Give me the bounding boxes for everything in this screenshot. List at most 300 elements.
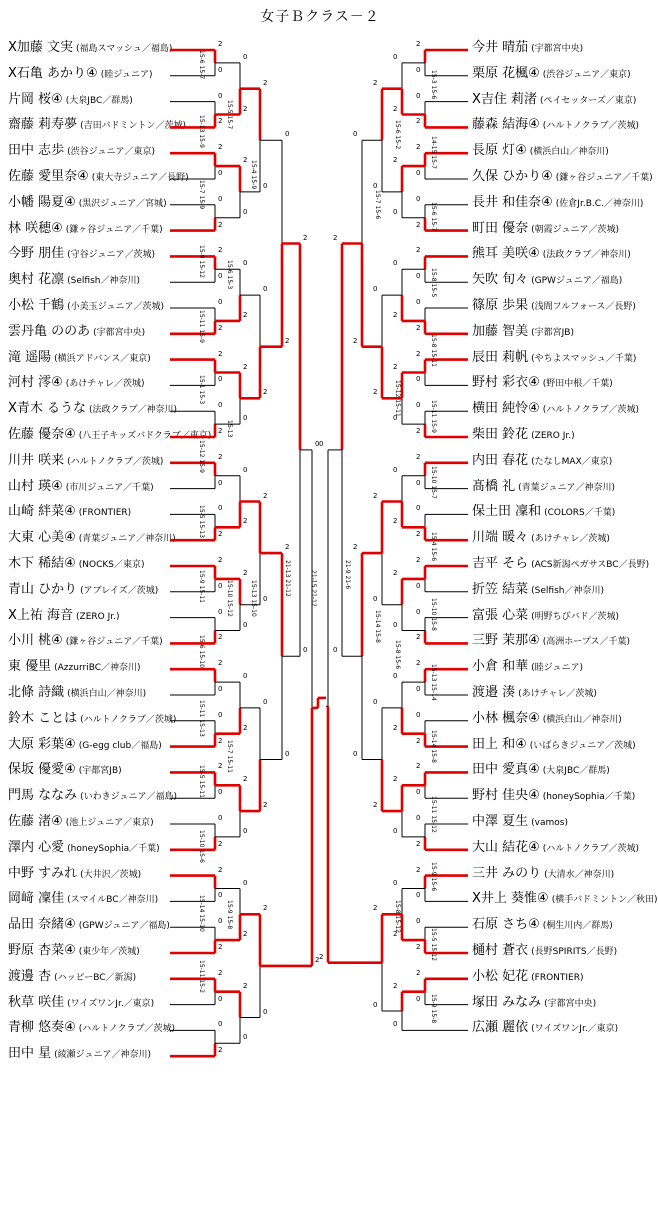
right-r1-score: 15-8 15-5 [430, 268, 437, 298]
player-name: X井上 葵惟④ [472, 891, 549, 907]
player-affiliation: (NOCKS／東京) [78, 560, 145, 570]
right-result-mark: 2 [416, 40, 421, 48]
player-affiliation: (朝霞ジュニア／茨城) [531, 224, 619, 235]
player-affiliation: (宇都宮JB) [531, 327, 574, 338]
left-result-mark: 2 [263, 78, 268, 87]
player-affiliation: (大泉JBC／群馬) [65, 95, 133, 106]
final-score: 21-15 21-12 [310, 570, 317, 607]
left-r1-score: 15-1 15-3 [198, 375, 205, 405]
left-result-mark: 2 [218, 40, 223, 48]
player-affiliation: (スマイルBC／神奈川) [67, 895, 159, 906]
left-result-mark: 2 [218, 556, 223, 564]
right-result-mark: 0 [373, 1001, 378, 1010]
right-result-mark: 0 [319, 439, 324, 448]
player-name: 片岡 桜④ [8, 91, 63, 107]
left-r1-score: 15-11 15-9 [198, 310, 205, 343]
player-name: 富張 心菜 [472, 607, 529, 623]
left-result-mark: 0 [218, 607, 223, 616]
right-result-mark: 0 [393, 826, 398, 835]
right-result-mark: 0 [353, 749, 358, 758]
left-result-mark: 2 [218, 943, 223, 951]
right-r1-score: 15-4 15-6 [430, 532, 437, 562]
left-result-mark: 2 [218, 736, 223, 745]
right-result-mark: 0 [373, 594, 378, 603]
player-name: 東 優里 [8, 659, 52, 675]
player-name: X石亀 あかり④ [8, 65, 98, 81]
player-affiliation: (いわきジュニア／福島) [80, 792, 177, 803]
right-r1-score: 15-3 15-6 [430, 70, 437, 100]
left-result-mark: 2 [218, 633, 223, 642]
player-affiliation: (鎌ヶ谷ジュニア／千葉) [65, 224, 163, 235]
left-r1-score: 15-10 15-6 [198, 830, 205, 863]
left-result-mark: 0 [218, 194, 223, 203]
right-result-mark: 2 [416, 220, 421, 229]
right-result-mark: 0 [416, 891, 421, 900]
left-result-mark: 0 [285, 749, 290, 758]
player-affiliation: (池上ジュニア／東京) [65, 818, 154, 828]
player-name: 辰田 莉帆 [472, 349, 529, 365]
player-affiliation: (ZERO Jr.) [76, 611, 120, 622]
left-result-mark: 2 [243, 517, 248, 526]
right-result-mark: 2 [373, 904, 378, 913]
player-name: 鈴木 ことは [8, 710, 78, 726]
player-name: 小幡 陽夏④ [8, 194, 76, 210]
player-affiliation: (ワイズワンJr.／東京) [531, 1024, 619, 1035]
left-r2-score: 15-7 15-11 [226, 740, 233, 773]
player-name: 滝 遥陽 [8, 349, 52, 365]
right-result-mark: 2 [393, 517, 398, 526]
player-name: 大原 彩葉④ [8, 736, 76, 752]
player-affiliation: (桐生川内／群馬) [542, 921, 613, 932]
left-result-mark: 2 [218, 1046, 223, 1055]
player-affiliation: (明野ちびバド／茨城) [531, 611, 619, 622]
left-result-mark: 0 [218, 504, 223, 513]
left-result-mark: 2 [263, 491, 268, 500]
left-result-mark: 0 [218, 710, 223, 719]
right-result-mark: 0 [416, 917, 421, 926]
right-result-mark: 0 [416, 169, 421, 177]
left-result-mark: 0 [218, 891, 223, 900]
left-result-mark: 0 [243, 414, 248, 423]
right-result-mark: 2 [416, 323, 421, 332]
right-result-mark: 0 [416, 272, 421, 281]
right-r2-score: 15-8 15-6 [394, 640, 401, 670]
player-name: 久保 ひかり④ [472, 169, 553, 184]
player-name: 髙橋 礼 [472, 478, 516, 494]
player-name: 大山 結花④ [472, 839, 540, 855]
left-result-mark: 0 [243, 672, 248, 681]
player-affiliation: (吉田バドミントン／茨城) [80, 121, 186, 132]
left-result-mark: 2 [218, 349, 223, 358]
player-affiliation: (長野SPIRITS／長野) [531, 947, 618, 957]
right-r2-score: 15-12 15-11 [394, 380, 401, 417]
right-r1-score: 15-9 15-6 [430, 862, 437, 892]
player-affiliation: (高洲ホープス／千葉) [542, 637, 631, 648]
player-name: 小川 桃④ [8, 633, 63, 649]
left-result-mark: 2 [263, 388, 268, 397]
player-name: 田中 星 [8, 1046, 52, 1062]
left-result-mark: 0 [243, 465, 248, 474]
player-name: 木下 稀結④ [8, 556, 76, 571]
left-r1-score: 15-12 15-9 [198, 440, 205, 473]
left-result-mark: 0 [218, 169, 223, 177]
player-name: 小林 楓奈④ [472, 710, 540, 726]
left-result-mark: 2 [243, 723, 248, 732]
player-affiliation: (宇都宮JB) [78, 766, 122, 777]
player-name: 小松 千鶴 [8, 298, 65, 313]
player-name: 渡邊 杏 [8, 968, 52, 984]
player-name: 林 咲穂④ [8, 220, 63, 236]
player-affiliation: (ハルトノクラブ／茨城) [542, 843, 640, 854]
left-result-mark: 0 [243, 1033, 248, 1042]
player-affiliation: (FRONTIER) [78, 508, 132, 519]
left-result-mark: 2 [243, 104, 248, 113]
left-r4-score: 21-13 21-12 [284, 560, 291, 597]
right-r1-score: 15-11 15-9 [430, 400, 437, 433]
right-result-mark: 0 [393, 259, 398, 268]
player-affiliation: (鎌ヶ谷ジュニア／千葉) [65, 637, 163, 648]
right-r2-score: 15-8 15-12 [394, 900, 401, 933]
left-result-mark: 0 [218, 298, 223, 306]
player-affiliation: (福島スマッシュ／福島) [76, 44, 173, 54]
player-name: 野村 佳央④ [472, 788, 540, 804]
player-affiliation: (宇都宮中央) [93, 327, 146, 338]
left-result-mark: 0 [263, 285, 268, 294]
left-result-mark: 2 [263, 801, 268, 810]
player-affiliation: (GPWジュニア／福島) [78, 921, 170, 932]
left-r1-score: 15-11 15-2 [198, 960, 205, 993]
left-result-mark: 2 [243, 568, 248, 577]
player-affiliation: (法政クラブ／神奈川) [89, 405, 178, 416]
player-name: 川井 咲来 [8, 452, 65, 468]
player-affiliation: (COLORS／千葉) [544, 508, 616, 519]
player-affiliation: (Selfish／神奈川) [531, 585, 604, 596]
left-result-mark: 0 [218, 1020, 223, 1029]
player-name: 河村 澪④ [8, 375, 63, 391]
right-result-mark: 2 [416, 452, 421, 461]
right-r4-score: 21-9 21-6 [344, 560, 351, 590]
player-name: 長原 灯④ [472, 143, 527, 159]
player-name: 渡邉 湊 [472, 685, 516, 700]
player-affiliation: (大井沢／茨城) [80, 869, 142, 880]
left-r1-score: 15-13 15-9 [198, 115, 205, 148]
left-result-mark: 2 [218, 865, 223, 874]
player-affiliation: (ZERO Jr.) [531, 431, 575, 441]
right-result-mark: 0 [416, 685, 421, 693]
left-r1-score: 15-5 15-11 [198, 765, 205, 798]
left-r1-score: 15-7 15-9 [198, 180, 205, 210]
left-r2-score: 15-6 15-3 [226, 260, 233, 290]
left-result-mark: 2 [243, 981, 248, 990]
player-affiliation: (たなしMAX／東京) [531, 456, 613, 467]
left-result-mark: 0 [243, 52, 248, 61]
right-result-mark: 2 [353, 336, 358, 345]
player-affiliation: (横浜アドバンス／東京) [54, 353, 151, 364]
player-affiliation: (あけチャレ／茨城) [531, 534, 610, 545]
player-name: X加藤 文実 [8, 40, 74, 55]
left-result-mark: 0 [263, 1007, 268, 1016]
right-result-mark: 2 [416, 349, 421, 358]
player-affiliation: (honeySophia／千葉) [67, 843, 160, 854]
left-result-mark: 2 [303, 233, 308, 242]
player-affiliation: (ハッピーBC／新潟) [54, 972, 137, 983]
right-result-mark: 2 [393, 930, 398, 939]
right-result-mark: 0 [373, 285, 378, 294]
right-result-mark: 0 [393, 620, 398, 629]
player-name: 保土田 凜和 [472, 504, 542, 520]
player-name: 山崎 絆菜④ [8, 504, 76, 520]
player-affiliation: (市川ジュニア／千葉) [65, 482, 154, 493]
right-result-mark: 0 [353, 130, 358, 139]
right-r1-score: 15-5 15-12 [430, 928, 437, 961]
player-affiliation: (横浜白山／神奈川) [529, 147, 609, 158]
left-r1-score: 15-6 15-7 [198, 50, 205, 80]
page-title: 女子Ｂクラス－２ [260, 9, 380, 25]
player-affiliation: (ハルトノクラブ／茨城) [80, 714, 177, 725]
left-result-mark: 0 [218, 917, 223, 926]
player-name: 山村 瑛④ [8, 478, 63, 494]
left-result-mark: 2 [243, 310, 248, 319]
left-result-mark: 2 [218, 143, 223, 152]
left-result-mark: 0 [218, 581, 223, 590]
player-name: 町田 優奈 [472, 220, 529, 236]
right-result-mark: 0 [416, 375, 421, 384]
right-result-mark: 2 [393, 310, 398, 319]
player-name: 野原 杏菜④ [8, 943, 76, 958]
right-result-mark: 0 [416, 401, 421, 410]
right-result-mark: 2 [416, 427, 421, 435]
left-result-mark: 0 [218, 65, 223, 74]
player-name: 門馬 ななみ [8, 788, 78, 804]
left-r2-score: 15-9 15-8 [226, 900, 233, 930]
left-result-mark: 0 [263, 697, 268, 706]
left-result-mark: 0 [218, 478, 223, 487]
left-result-mark: 2 [243, 156, 248, 165]
right-result-mark: 0 [416, 994, 421, 1003]
right-result-mark: 0 [393, 465, 398, 474]
right-result-mark: 2 [416, 143, 421, 152]
right-result-mark: 2 [416, 659, 421, 668]
player-affiliation: (綾瀬ジュニア／神奈川) [54, 1050, 151, 1061]
player-name: X吉住 莉渚 [472, 91, 538, 107]
left-r1-score: 15-5 15-13 [198, 505, 205, 538]
left-result-mark: 0 [303, 646, 308, 655]
right-result-mark: 2 [373, 78, 378, 87]
player-affiliation: (横浜白山／神奈川) [542, 714, 622, 725]
right-result-mark: 2 [416, 968, 421, 977]
right-r1-score: 15-11 15-12 [430, 796, 437, 833]
player-name: 小倉 和華 [472, 659, 529, 675]
player-name: 野村 彩衣④ [472, 375, 540, 391]
right-r1-score: 15-14 15-8 [430, 730, 437, 763]
right-result-mark: 2 [416, 943, 421, 951]
player-name: 石原 さち④ [472, 917, 540, 933]
player-name: 田上 和④ [472, 736, 527, 752]
left-result-mark: 0 [285, 130, 290, 139]
player-affiliation: (渋谷ジュニア／東京) [67, 147, 155, 158]
right-result-mark: 2 [416, 556, 421, 564]
player-name: X上祐 海音 [8, 607, 74, 623]
left-result-mark: 0 [243, 826, 248, 835]
player-affiliation: (ハルトノクラブ／茨城) [542, 405, 640, 416]
player-affiliation: (アブレイズ／茨城) [80, 585, 159, 596]
left-result-mark: 2 [218, 659, 223, 668]
left-result-mark: 2 [218, 530, 223, 539]
player-affiliation: (いばらきジュニア／茨城) [529, 740, 636, 751]
left-r1-score: 15-14 15-10 [198, 895, 205, 932]
player-name: 佐藤 優奈④ [8, 427, 76, 442]
player-name: 三野 茉那④ [472, 633, 540, 649]
left-result-mark: 0 [263, 594, 268, 603]
player-name: 栗原 花楓④ [472, 65, 540, 81]
left-result-mark: 2 [218, 452, 223, 461]
player-affiliation: (ハルトノクラブ／茨城) [67, 456, 164, 467]
player-name: 加藤 智美 [472, 323, 529, 339]
left-r2-score: 15-5 15-7 [226, 100, 233, 130]
left-r3-score: 15-13 15-10 [250, 580, 257, 617]
left-result-mark: 0 [218, 375, 223, 384]
left-result-mark: 2 [243, 775, 248, 784]
player-affiliation: (FRONTIER) [531, 972, 584, 983]
player-affiliation: (宇都宮中央) [531, 44, 584, 54]
player-name: 青柳 悠奏④ [8, 1020, 76, 1036]
right-result-mark: 0 [393, 1020, 398, 1029]
right-r3-score: 15-7 15-6 [374, 190, 381, 220]
right-result-mark: 2 [333, 233, 338, 242]
player-affiliation: (やちよスマッシュ／千葉) [531, 353, 637, 364]
right-result-mark: 2 [373, 388, 378, 397]
left-result-mark: 2 [218, 220, 223, 229]
right-result-mark: 2 [416, 246, 421, 255]
player-name: X青木 るうな [8, 401, 87, 417]
player-affiliation: (ペイセッターズ／東京) [540, 95, 637, 106]
left-result-mark: 2 [285, 336, 290, 345]
player-name: 矢吹 旬々 [472, 272, 529, 288]
player-affiliation: (あけチャレ／茨城) [518, 689, 597, 699]
player-name: 齋藤 莉寿夢 [8, 117, 78, 133]
left-r1-score: 15-6 15-10 [198, 635, 205, 668]
player-affiliation: (青葉ジュニア／神奈川) [518, 482, 615, 493]
right-result-mark: 0 [416, 478, 421, 487]
right-result-mark: 0 [416, 65, 421, 74]
left-result-mark: 2 [218, 968, 223, 977]
player-name: 広瀬 麗依 [472, 1020, 529, 1036]
right-result-mark: 2 [416, 839, 421, 848]
player-name: 品田 奈緒④ [8, 917, 76, 933]
right-result-mark: 2 [393, 568, 398, 577]
player-affiliation: (横手バドミントン／秋田) [551, 895, 658, 906]
right-r3-score: 15-14 15-8 [374, 610, 381, 643]
right-r1-score: 15-13 15-14 [430, 664, 437, 701]
right-result-mark: 0 [416, 814, 421, 822]
right-result-mark: 0 [373, 181, 378, 190]
left-r1-score: 15-11 15-13 [198, 700, 205, 737]
right-result-mark: 0 [393, 878, 398, 887]
left-result-mark: 2 [243, 362, 248, 371]
left-result-mark: 2 [263, 904, 268, 913]
right-r1-score: 14-15 15-7 [430, 136, 437, 169]
player-affiliation: (honeySophia／千葉) [542, 792, 636, 803]
left-result-mark: 0 [243, 207, 248, 216]
left-r3-score: 15-4 15-9 [250, 160, 257, 190]
player-name: 雲丹亀 ののあ [8, 323, 91, 339]
right-r1-score: 15-9 15-8 [430, 994, 437, 1024]
player-affiliation: (睦ジュニア) [100, 69, 153, 80]
player-name: 藤森 結海④ [472, 117, 540, 133]
player-name: 中澤 夏生 [472, 814, 529, 829]
right-result-mark: 0 [393, 414, 398, 423]
left-result-mark: 0 [218, 685, 223, 693]
player-affiliation: (大泉JBC／群馬) [542, 766, 610, 777]
player-affiliation: (鎌ヶ谷ジュニア／千葉) [555, 173, 653, 183]
left-result-mark: 0 [218, 814, 223, 822]
right-result-mark: 2 [373, 801, 378, 810]
player-affiliation: (ワイズワンJr.／東京) [67, 998, 155, 1009]
player-affiliation: (大清水／神奈川) [544, 869, 615, 880]
player-affiliation: (野田中根／千葉) [542, 379, 613, 390]
right-result-mark: 2 [416, 117, 421, 126]
right-result-mark: 2 [353, 543, 358, 552]
right-result-mark: 0 [416, 607, 421, 616]
player-affiliation: (AzzurriBC／神奈川) [54, 663, 141, 674]
player-name: 折笠 結菜 [472, 581, 529, 597]
right-result-mark: 2 [319, 952, 324, 961]
player-name: 佐藤 渚④ [8, 814, 63, 829]
player-name: 小松 妃花 [472, 968, 529, 984]
player-name: 川端 暖々 [472, 530, 529, 546]
player-affiliation: (八王子キッズバドクラブ／東京) [78, 431, 212, 441]
player-affiliation: (横浜白山／神奈川) [67, 689, 147, 699]
player-name: 青山 ひかり [8, 581, 78, 597]
left-result-mark: 0 [315, 439, 320, 448]
player-name: 今野 朋佳 [8, 246, 65, 262]
player-name: 大東 心美④ [8, 530, 76, 546]
player-name: 岡﨑 凜佳 [8, 891, 65, 907]
player-affiliation: (東少年／茨城) [78, 947, 140, 957]
player-affiliation: (宇都宮中央) [544, 998, 597, 1009]
player-affiliation: (Selfish／神奈川) [67, 276, 140, 287]
left-result-mark: 0 [218, 788, 223, 797]
left-result-mark: 0 [218, 401, 223, 410]
right-result-mark: 0 [373, 697, 378, 706]
right-r1-score: 15-8 15-11 [430, 334, 437, 367]
right-result-mark: 0 [393, 207, 398, 216]
right-result-mark: 2 [373, 491, 378, 500]
right-result-mark: 0 [416, 194, 421, 203]
player-name: 三井 みのり [472, 865, 542, 881]
player-affiliation: (青葉ジュニア／神奈川) [78, 534, 176, 545]
right-result-mark: 2 [393, 723, 398, 732]
left-result-mark: 2 [315, 955, 320, 964]
right-result-mark: 2 [393, 362, 398, 371]
right-result-mark: 0 [416, 788, 421, 797]
left-result-mark: 0 [243, 259, 248, 268]
left-result-mark: 2 [218, 762, 223, 771]
left-result-mark: 2 [218, 323, 223, 332]
player-affiliation: (G-egg club／福島) [78, 740, 162, 751]
right-result-mark: 0 [393, 672, 398, 681]
left-result-mark: 2 [218, 246, 223, 255]
right-result-mark: 0 [416, 91, 421, 100]
right-result-mark: 2 [416, 633, 421, 642]
player-affiliation: (あけチャレ／茨城) [65, 379, 145, 390]
player-affiliation: (ハルトノクラブ／茨城) [542, 121, 640, 132]
player-affiliation: (ACS新潟ペガサスBC／長野) [531, 560, 650, 570]
right-result-mark: 2 [393, 104, 398, 113]
player-affiliation: (法政クラブ／神奈川) [542, 250, 631, 261]
right-result-mark: 2 [416, 865, 421, 874]
player-name: 北條 詩織 [8, 685, 65, 700]
